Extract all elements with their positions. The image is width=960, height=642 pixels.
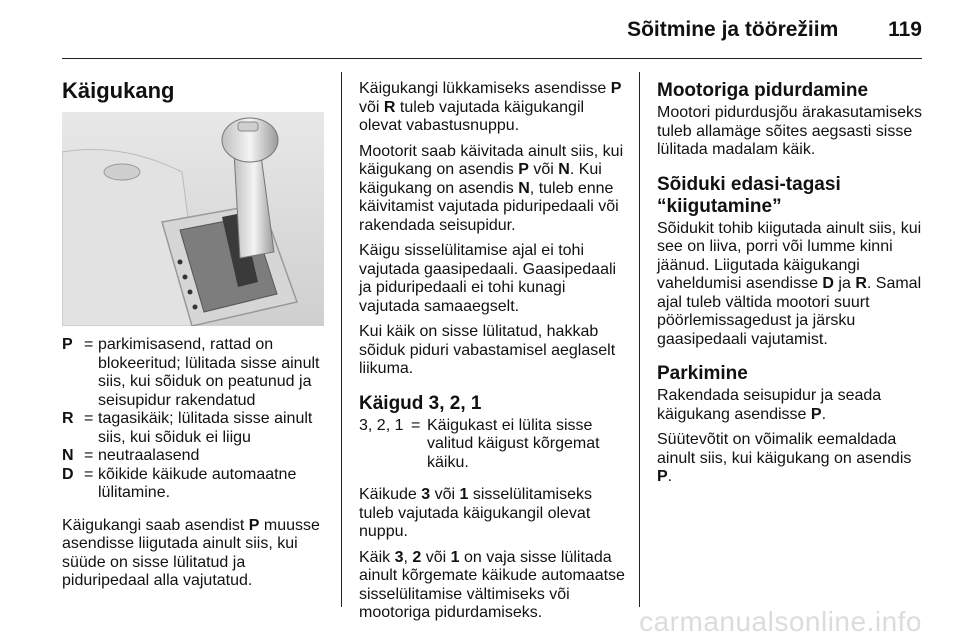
gears-legend [359,417,625,473]
text: Rakendada seisupidur ja seada käigukang asendisse [657,387,882,423]
bold-text: P [657,468,668,485]
paragraph [359,486,625,542]
legend-text: Käigukast ei lülita sisse valitud käigust kõrgemat käiku. [427,416,600,471]
legend-key: 3, 2, 1 [359,416,404,434]
legend-text: parkimisasend, rattad on blokeeritud; lülitada sisse ainult siis, kui sõiduk on peatunud ja seisupidur rakendatud [98,336,320,409]
paragraph [657,220,923,350]
header-rule [62,58,922,59]
bold-text: P [810,405,822,423]
chapter-title: Sõitmine ja töörežiim [627,18,839,41]
legend-key: P [62,336,73,353]
legend-eq: = [84,410,94,427]
bold-text: P [518,161,529,178]
paragraph: Käigu sisselülitamise ajal ei tohi vajutada gaasipedaali. Gaasipedaali ja piduripedaali ei tohi kunagi vajutada samaaegselt. [359,242,617,315]
legend-eq: = [84,336,94,353]
text: või [421,548,451,566]
text: Käikude [359,486,422,503]
bold-text: P [610,80,622,97]
watermark: carmanualsonline.info [639,606,922,637]
middle-column [359,80,625,630]
paragraph: Kui käik on sisse lülitatud, hakkab sõiduk piduri vabastamisel aeglaselt liikuma. [359,323,616,377]
text: , [403,548,413,566]
gear-lever-illustration [62,112,324,326]
legend-text: kõikide käikude automaatne lülitamine. [98,465,297,501]
bold-text: N [558,161,570,178]
section-heading-parking: Parkimine [657,363,748,384]
section-heading-engine-braking: Mootoriga pidurdamine [657,80,869,101]
left-column [62,336,324,598]
text: Süütevõtit on võimalik eemaldada ainult siis, kui käigukang on asendis [657,431,912,467]
legend-eq: = [411,416,421,434]
legend-text: neutraalasend [98,447,200,464]
bold-text: R [855,275,867,292]
bold-text: 3 [394,548,404,566]
text: . Kui käigukang on asendis [359,161,602,197]
paragraph: Mootori pidurdusjõu ärakasutamiseks tuleb allamäge sõites aegsasti sisse lülitada madalam käik. [657,104,923,158]
text: , tuleb enne käivitamist vajutada piduripedaali või rakendada seisupidur. [359,179,619,234]
text: Käigukangi lükkamiseks asendisse [359,80,611,97]
legend-eq: = [84,465,94,483]
gear-position-legend [62,336,324,503]
bold-text: N [518,179,530,197]
bold-text: 3 [421,486,431,503]
legend-text: tagasikäik; lülitada sisse ainult siis, kui sõiduk ei liigu [98,410,313,446]
bold-text: 2 [412,548,422,566]
text: ja [833,275,856,292]
text: . Samal ajal tuleb vältida mootori suurt pöörlemissagedust ja järsku gaasipedaali vajutamist. [657,275,922,348]
section-heading-rocking: Sõiduki edasi-tagasi “kiigutamine” [657,173,841,217]
text: sisselülitamiseks tuleb vajutada käigukangil olevat nuppu. [359,486,593,540]
paragraph [62,517,324,591]
page-header [627,18,922,42]
paragraph [359,549,625,623]
bold-text: 1 [459,486,469,503]
text: . [821,405,827,423]
text: tuleb vajutada käigukangil olevat vabastusnuppu. [359,98,585,134]
right-column [657,80,923,494]
text: või [359,98,384,116]
text: muusse asendisse liigutada ainult siis, kui süüde on sisse lülitatud ja piduripedaal alla vajutatud. [62,516,320,589]
bold-text: D [822,275,834,292]
paragraph [359,80,625,136]
text: Sõidukit tohib kiigutada ainult siis, kui see on liiva, porri või lumme kinni jäänud. Liigutada käigukangi vaheldumisi asendisse [657,219,922,292]
text: on vaja sisse lülitada ainult kõrgemate käikude automaatse sisselülitamise vältimiseks või mootoriga pidurdamiseks. [359,548,625,621]
paragraph [359,143,625,236]
text: või [430,486,460,503]
text: Käik [359,548,395,566]
paragraph [657,431,923,487]
section-heading-gear-lever: Käigukang [62,78,175,103]
legend-key: R [62,410,74,427]
legend-key: D [62,465,74,483]
text: . [667,468,673,485]
text: või [528,161,559,178]
section-heading-gears: Käigud 3, 2, 1 [359,392,482,414]
column-divider-1 [341,72,342,607]
text: Käigukangi saab asendist [62,516,249,534]
legend-key: N [62,447,74,464]
bold-text: P [248,516,260,534]
column-divider-2 [639,72,640,607]
bold-text: R [383,98,396,116]
paragraph [657,387,923,424]
text: Mootorit saab käivitada ainult siis, kui käigukang on asendis [359,142,624,178]
bold-text: 1 [450,548,460,566]
page-number: 119 [888,18,922,41]
legend-eq: = [84,447,94,464]
